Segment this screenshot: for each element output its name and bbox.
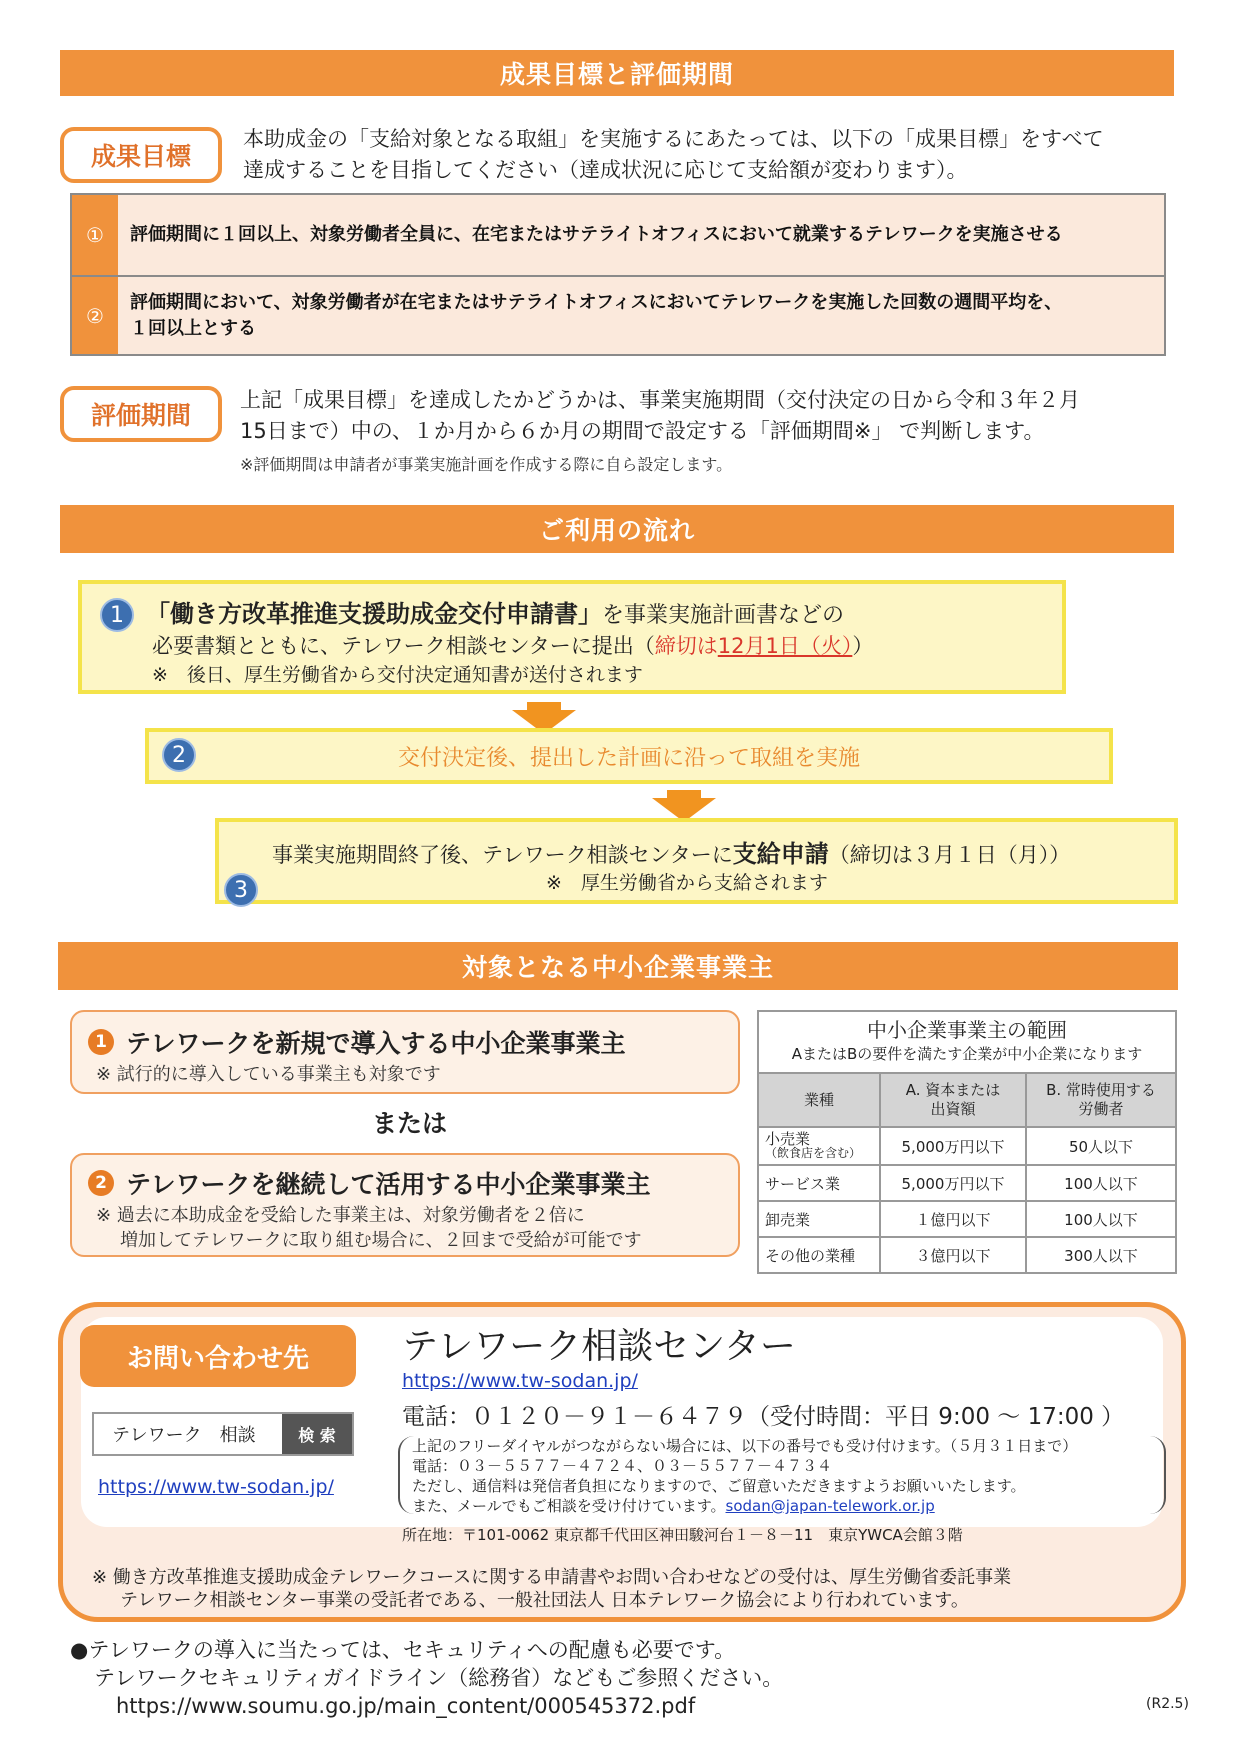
step-1-deadline-date: 12月1日（火） (717, 634, 853, 658)
goals-banner: 成果目標と評価期間 (60, 50, 1174, 96)
target-1-number: 1 (88, 1029, 114, 1055)
goal-text: 評価期間に１回以上、対象労働者全員に、在宅またはサテライトオフィスにおいて就業するテレワークを実施させる (130, 224, 1063, 245)
target-1-heading (88, 1024, 626, 1060)
sme-industry-name: 小売業 (765, 1130, 811, 1148)
phone-number: 電話：０１２０－９１－６４７９（受付時間：平日 9:00 ～ 17:00 ） (402, 1404, 1125, 1430)
sme-table-caption (758, 1011, 1176, 1073)
target-2-note-line-2: 増加してテレワークに取り組む場合に、２回まで受給が可能です (120, 1230, 642, 1251)
flow-arrow-stem (527, 702, 561, 710)
alt-contact-line-1: 上記のフリーダイヤルがつながらない場合には、以下の番号でも受け付けます。（５月３１日まで） (412, 1437, 1078, 1455)
goal-tag: 成果目標 (60, 127, 222, 183)
period-tag: 評価期間 (60, 386, 222, 442)
step-1-deadline-label: 締切は (654, 634, 718, 658)
step-1-line-1-rest: を事業実施計画書などの (602, 603, 845, 628)
step-number-3: 3 (224, 873, 258, 907)
target-2-number: 2 (88, 1170, 114, 1196)
goal-text-line-1: 評価期間において、対象労働者が在宅またはサテライトオフィスにおいてテレワークを実施した回数の週間平均を、 (130, 291, 1063, 313)
contact-footnote-line-2: テレワーク相談センター事業の受託者である、一般社団法人 日本テレワーク協会により行われています。 (120, 1590, 969, 1611)
contact-footnote-line-1: ※ 働き方改革推進支援助成金テレワークコースに関する申請書やお問い合わせなどの受付は、厚生労働省委託事業 (92, 1567, 1012, 1588)
sme-row (758, 1127, 1176, 1165)
sme-header-industry: 業種 (758, 1073, 880, 1127)
sme-capital: 5,000万円以下 (880, 1127, 1026, 1165)
targets-banner: 対象となる中小企業事業主 (58, 942, 1178, 990)
goal-intro-line-2: 達成することを目指してください（達成状況に応じて支給額が変わります）。 (243, 158, 968, 182)
sme-workers: 50人以下 (1026, 1127, 1176, 1165)
step-number-1: 1 (100, 598, 134, 632)
sme-row (758, 1165, 1176, 1201)
step-1-line-1 (146, 594, 844, 629)
target-2-note-line-1: ※ 過去に本助成金を受給した事業主は、対象労働者を２倍に (96, 1205, 585, 1226)
sme-table-subtitle: AまたはBの要件を満たす企業が中小企業になります (791, 1045, 1143, 1063)
center-url-link[interactable]: https://www.tw-sodan.jp/ (402, 1370, 638, 1392)
period-text-line-1: 上記「成果目標」を達成したかどうかは、事業実施期間（交付決定の日から令和３年２月 (240, 388, 1080, 412)
sme-table-title: 中小企業事業主の範囲 (867, 1018, 1067, 1042)
sme-row (758, 1237, 1176, 1273)
footer-line-2: テレワークセキュリティガイドライン（総務省）などもご参照ください。 (94, 1666, 784, 1690)
goals-table (70, 193, 1166, 356)
sme-workers: 100人以下 (1026, 1165, 1176, 1201)
sme-capital: ３億円以下 (880, 1237, 1026, 1273)
contact-footnote (92, 1566, 1011, 1612)
step-1-line-2 (152, 630, 873, 660)
target-2-title: テレワークを継続して活用する中小企業事業主 (126, 1170, 651, 1199)
sme-header-capital: A. 資本または出資額 (880, 1073, 1026, 1127)
alt-contact-line-2: 電話：０３－５５７７－４７２４、０３－５５７７－４７３４ (412, 1457, 833, 1475)
footer-url[interactable]: https://www.soumu.go.jp/main_content/000545372.pdf (116, 1694, 696, 1718)
step-3-bold: 支給申請 (732, 840, 829, 868)
footer-notes (70, 1636, 783, 1720)
goal-row-2 (72, 277, 1164, 354)
target-card-2 (70, 1153, 740, 1257)
step-1-line-2-text: 必要書類とともに、テレワーク相談センターに提出（ (152, 634, 655, 658)
contact-tag: お問い合わせ先 (80, 1325, 356, 1387)
sme-industry: サービス業 (758, 1165, 880, 1201)
sme-capital: 5,000万円以下 (880, 1165, 1026, 1201)
sme-capital: １億円以下 (880, 1201, 1026, 1237)
goal-number: ② (72, 277, 118, 354)
search-input[interactable]: テレワーク 相談 (112, 1425, 256, 1446)
sme-industry: その他の業種 (758, 1237, 880, 1273)
goal-number: ① (72, 195, 118, 275)
left-url-link[interactable]: https://www.tw-sodan.jp/ (98, 1476, 334, 1498)
period-text (240, 385, 1080, 447)
sme-workers: 100人以下 (1026, 1201, 1176, 1237)
sme-industry-note: （飲食店を含む） (765, 1146, 862, 1160)
goal-text-line-2: １回以上とする (130, 317, 256, 339)
period-text-line-2: 15日まで）中の、１か月から６か月の期間で設定する「評価期間※」 で判断します。 (240, 419, 1045, 443)
period-note: ※評価期間は申請者が事業実施計画を作成する際に自ら設定します。 (240, 455, 733, 474)
step-3-line-1 (272, 834, 1070, 869)
email-link[interactable]: sodan@japan-telework.or.jp (725, 1497, 935, 1515)
or-label: または (372, 1109, 448, 1138)
flow-banner: ご利用の流れ (60, 505, 1174, 553)
search-box (92, 1412, 354, 1456)
sme-industry: 卸売業 (758, 1201, 880, 1237)
target-2-note (96, 1203, 642, 1253)
goal-intro-line-1: 本助成金の「支給対象となる取組」を実施するにあたっては、以下の「成果目標」をすべて (243, 127, 1104, 151)
step-3-text: 事業実施期間終了後、テレワーク相談センターに (272, 843, 733, 867)
footer-line-1: ●テレワークの導入に当たっては、セキュリティへの配慮も必要です。 (70, 1638, 736, 1662)
sme-table (757, 1010, 1177, 1274)
step-3-deadline: （締切は３月１日（月）） (828, 843, 1071, 867)
target-card-1 (70, 1010, 740, 1094)
center-name: テレワーク相談センター (402, 1326, 796, 1367)
alt-contact-line-3: ただし、通信料は発信者負担になりますので、ご留意いただきますようお願いいたします。 (412, 1477, 1026, 1495)
step-number-2: 2 (162, 738, 196, 772)
goal-intro (243, 124, 1104, 186)
target-1-title: テレワークを新規で導入する中小企業事業主 (126, 1029, 626, 1058)
target-2-heading (88, 1165, 651, 1201)
step-1-note: ※ 後日、厚生労働省から交付決定通知書が送付されます (152, 664, 643, 686)
step-3-note: ※ 厚生労働省から支給されます (546, 872, 828, 894)
alt-contact-line-4: また、メールでもご相談を受け付けています。 (412, 1497, 726, 1515)
goal-row-1 (72, 195, 1164, 275)
goal-text (118, 277, 1164, 354)
step-2-text: 交付決定後、提出した計画に沿って取組を実施 (397, 745, 860, 771)
address: 所在地：〒101-0062 東京都千代田区神田駿河台１－８－11 東京YWCA会館３階 (402, 1526, 963, 1544)
sme-row (758, 1201, 1176, 1237)
step-1-line-2-close: ） (852, 634, 874, 658)
sme-industry (758, 1127, 880, 1165)
sme-header-workers: B. 常時使用する労働者 (1026, 1073, 1176, 1127)
target-1-note: ※ 試行的に導入している事業主も対象です (96, 1064, 441, 1085)
flow-arrow-stem (667, 790, 701, 798)
sme-workers: 300人以下 (1026, 1237, 1176, 1273)
alt-contact-info (412, 1436, 1077, 1516)
search-button[interactable]: 検 索 (282, 1414, 352, 1454)
version-label: (R2.5) (1146, 1696, 1189, 1712)
step-1-title: 「働き方改革推進支援助成金交付申請書」 (146, 600, 602, 628)
